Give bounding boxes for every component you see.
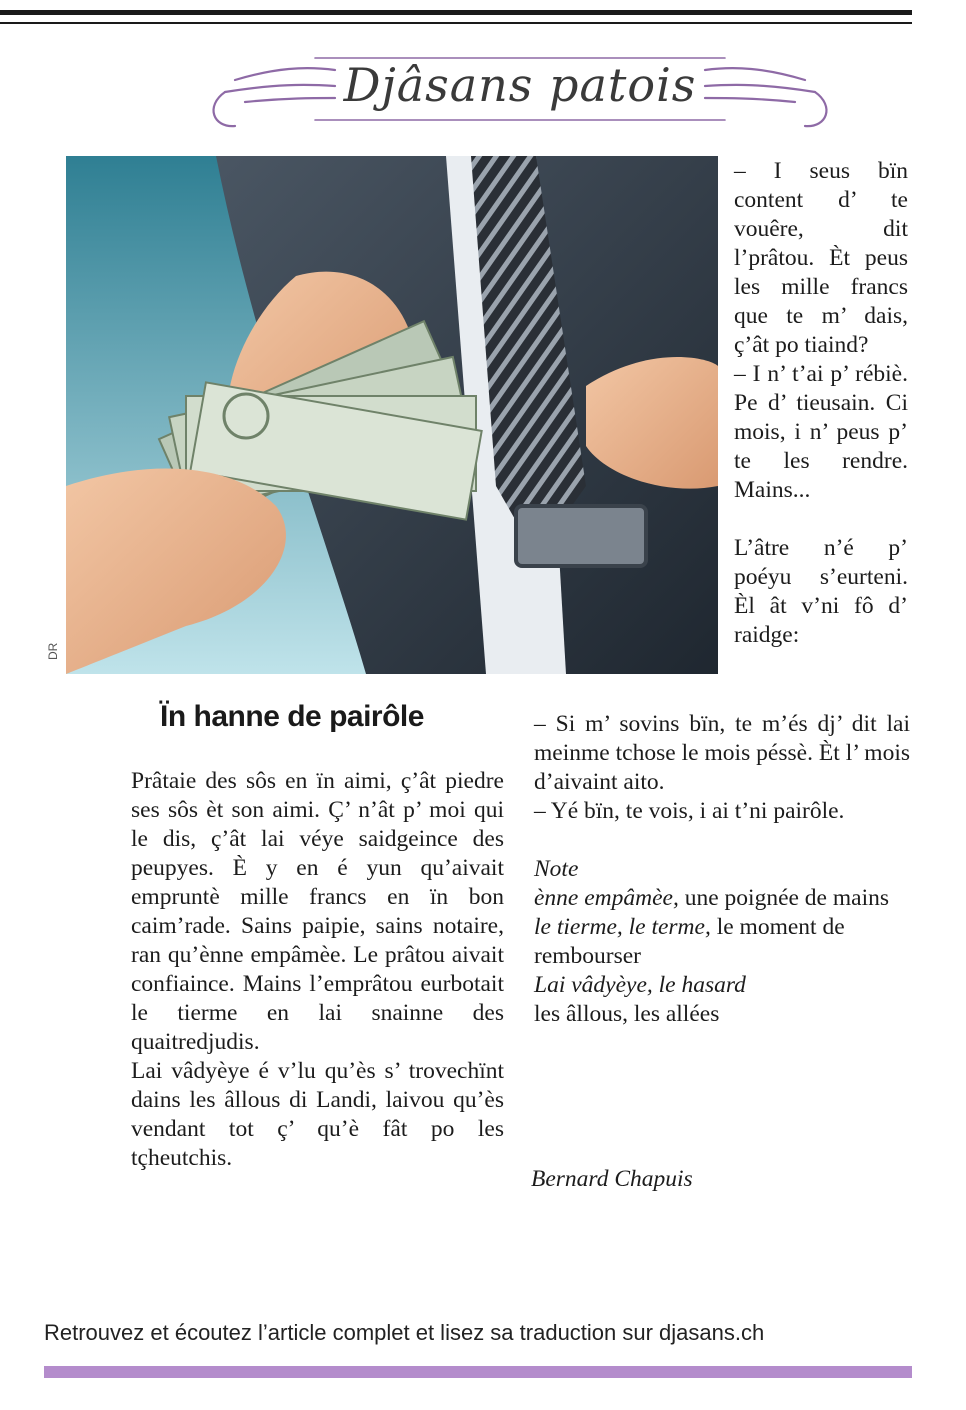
photo-credit: DR [46, 642, 60, 660]
dialogue-line: – Yé bïn, te vois, i ai t’ni pairôle. [534, 798, 845, 824]
note-item [534, 971, 910, 1000]
dialogue-line: – I n’ t’ai p’ rébiè. Pe d’ tieusain. Ci mois, i n’ peus p’ te les rendre. Mains... [734, 361, 908, 503]
footer-link-text: Retrouvez et écoutez l’article complet et lisez sa traduction sur djasans.ch [44, 1320, 765, 1345]
dialogue-line: – I seus bïn content d’ te vouêre, dit l’prâtou. Èt peus les mille francs que te m’ dais, ç’ât po tiaind? [734, 158, 908, 358]
note-term: Lai vâdyèye, le hasard [534, 972, 746, 998]
top-rule-thin [0, 22, 912, 24]
photo-money-exchange [66, 156, 718, 674]
author-signature: Bernard Chapuis [531, 1166, 693, 1192]
body-paragraph: Lai vâdyèye é v’lu qu’ès s’ trovechïnt dains les âllous di Landi, laivou qu’ès vendant tot ç’ qu’è fât po les tçheutchis. [131, 1058, 504, 1171]
masthead-title: Djâsans patois [343, 58, 697, 112]
dialogue-line: – Si m’ sovins bïn, te m’és dj’ dit lai meinme tchose le mois péssè. Èt l’ mois d’aivaint aito. [534, 711, 910, 795]
dialogue-upper [734, 157, 908, 650]
note-definition: les âllous, les allées [534, 1001, 720, 1027]
footer-bar [44, 1366, 912, 1378]
article-headline: Ïn hanne de pairôle [160, 700, 424, 733]
note-definition: une poignée de mains [678, 885, 889, 911]
masthead [205, 40, 835, 140]
note-definition: le moment de rembourser [534, 914, 845, 969]
money-handshake-illustration [66, 156, 718, 674]
article-body [131, 767, 504, 1173]
note-item [534, 1000, 910, 1029]
body-paragraph: Prâtaie des sôs en ïn aimi, ç’ât piedre ses sôs èt son aimi. Ç’ n’ât p’ moi qui le dis, ç’ât lai véye saidgeince des peupyes. È y en é yun qu’aivait empruntè mille francs en ïn bon caim’rade. Sains paipie, sains notaire, ran qu’ènne empâmèe. Le prâtou aivait confiaince. Mains l’emprâtou eurbotait le tierme en lai snainne des quaitredjudis. [131, 768, 504, 1055]
note-term: ènne empâmèe, [534, 885, 679, 911]
note-item [534, 884, 910, 913]
note-title: Note [534, 856, 579, 882]
dialogue-line: L’âtre n’é p’ poéyu s’eurteni. Èl ât v’ni fô d’ raidge: [734, 535, 908, 648]
note-item [534, 913, 910, 971]
glossary-notes [534, 855, 910, 1029]
dialogue-lower [534, 710, 910, 826]
top-rule [0, 10, 912, 15]
note-term: le tierme, le terme, [534, 914, 711, 940]
